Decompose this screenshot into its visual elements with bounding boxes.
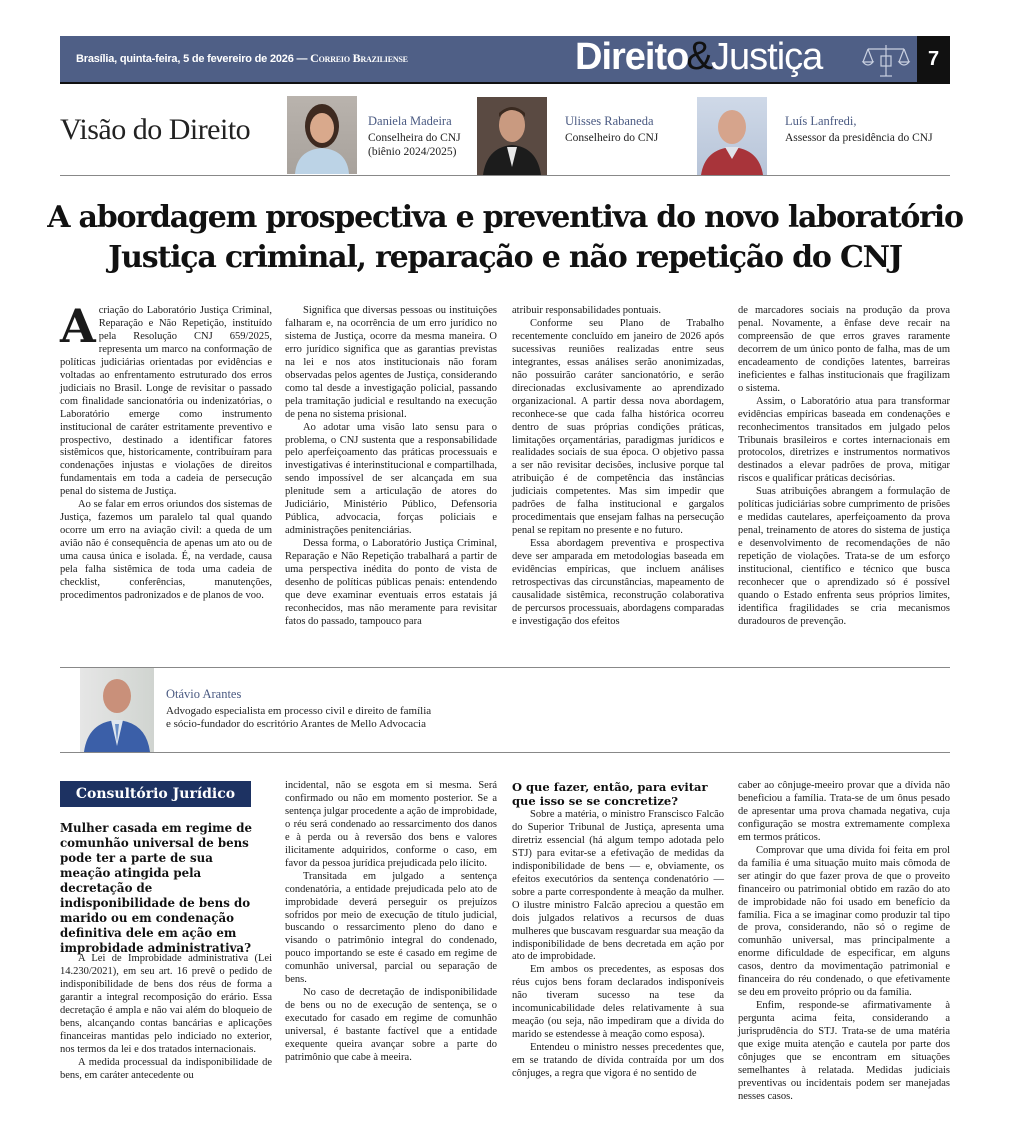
paragraph-text: criação do Laboratório Justiça Criminal, Reparação e Não Repetição, instituído pela Resolução CNJ 659/2025, representa um marco na conformação de políticas judiciárias orientadas por evidências e voltadas ao enfrentamento estruturado dos erros judiciais no Brasil. Longe de revisitar o passado com finalidade sancionatória ou indenizatórias, o Laboratório emerge como instrumento institucional de caráter estritamente preventivo e prospectivo, destinado a identificar fatores sistêmicos que, historicamente, contribuíram para condenações injustas e violações de direitos fundamentais em toda a cadeia de persecução penal do sistema de Justiça.: [60, 305, 272, 498]
author-name: Ulisses Rabaneda: [565, 114, 654, 128]
author-name: Luís Lanfredi,: [785, 114, 857, 128]
article-paragraph: Essa abordagem preventiva e prospectiva deve ser amparada em metodologias baseada em evidências empíricas, que incluem análises retrospectivas das circunstâncias, mapeamento de causalidade sistêmica, reconstrução colaborativa de percursos processuais, abordagens comparadas e investigação dos efeitos: [512, 538, 724, 627]
consultorio-label: Consultório Jurídico: [60, 781, 251, 807]
consultorio-subhead: O que fazer, então, para evitar que isso se se concretize?: [512, 780, 708, 808]
masthead-bar: [60, 36, 917, 82]
author-byline-luis: [785, 114, 933, 145]
author-role: Assessor da presidência do CNJ: [785, 132, 933, 144]
consultorio-top-divider: [60, 667, 950, 668]
author-photo-daniela: [287, 96, 357, 174]
author-byline-otavio: [166, 688, 431, 731]
headline-line-1: A abordagem prospectiva e preventiva do novo laboratório: [47, 200, 963, 235]
article-column-4: [738, 305, 950, 629]
section-logo: [575, 34, 822, 84]
consultorio-paragraph: Entendeu o ministro nesses precedentes que, em se tratando de dívida contraída por um dos cônjuges, a regra que vigora é no sentido de: [512, 1042, 724, 1080]
consultorio-column-1: [60, 953, 272, 1083]
author-name: Daniela Madeira: [368, 114, 452, 128]
consultorio-question: Mulher casada em regime de comunhão universal de bens pode ter a parte de sua meação atingida pela decretação de indisponibilidade de bens do marido ou em condenação definitiva dele em ação em improbidade administrativa?: [60, 821, 253, 955]
consultorio-paragraph: Transitada em julgado a sentença condenatória, a entidade prejudicada pelo ato de improbidade deverá perseguir os prejuízos sofridos por meio de execução de título judicial, buscando o ressarcimento pleno do dano e visando o patrimônio integral do condenado, pouco importando se este é casado em regime de comunhão universal, parcial ou separação de bens.: [285, 870, 497, 986]
drop-cap: A: [60, 299, 96, 353]
header-divider: [60, 175, 950, 176]
masthead-rule: [60, 82, 950, 84]
consultorio-paragraph: Sobre a matéria, o ministro Franscisco Falcão do Superior Tribunal de Justiça, apresenta uma diretriz essencial (há algum tempo adotada pelo STJ) para evitar-se a efetivação de medidas da indisponibilidade de bens — e, obviamente, os efeitos executórios da sentença condenatório — sobre a parte correspondente à meação da mulher. O ilustre ministro Falcão apreciou a questão em dois julgados relativos a recursos de duas mulheres que buscavam resguardar sua meação da indisponibilidade de bens decretada em ação por ato de improbidade.: [512, 809, 724, 963]
article-column-1: [60, 299, 272, 603]
section-logo-word1: Direito: [575, 36, 689, 78]
author-photo-otavio: [80, 668, 154, 752]
newspaper-name: Correio Braziliense: [310, 51, 408, 65]
article-column-3: [512, 305, 724, 629]
author-photo-ulisses: [477, 97, 547, 175]
author-photo-luis: [697, 97, 767, 175]
section-logo-amp: &: [686, 34, 714, 78]
article-paragraph: [60, 299, 272, 499]
page-number: 7: [917, 36, 950, 82]
date-text: Brasília, quinta-feira, 5 de fevereiro de 2026 —: [76, 53, 308, 65]
consultorio-paragraph: Enfim, responde-se afirmativamente à pergunta acima feita, considerando a jurisprudência do STJ. Trata-se de uma matéria que exige muita atenção e cautela por parte dos cônjuges que se encontram em situações semelhantes à relatada. Medidas judiciais preventivas ou incidentais podem ser manejadas nesses casos.: [738, 1000, 950, 1102]
article-paragraph: Significa que diversas pessoas ou instituições falharam e, na ocorrência de um erro jurídico no sistema de Justiça, ocorre da mesma maneira. O erro jurídico significa que as garantias previstas na lei e nos atos institucionais não foram observadas pelos agentes de Justiça, considerando como tal desde a investigação policial, passando pela tramitação judicial e resultando na execução de pena no sistema prisional.: [285, 305, 497, 420]
article-column-2: [285, 305, 497, 629]
column-title: Visão do Direito: [60, 113, 251, 146]
article-headline: [40, 198, 970, 278]
author-role: Conselheiro do CNJ: [565, 132, 659, 144]
author-role-term: (biênio 2024/2025): [368, 146, 457, 158]
dateline: [76, 51, 408, 66]
consultorio-paragraph: incidental, não se esgota em si mesma. Será confirmado ou não em momento posterior. Se a sentença julgar procedente a ação de improbidade, o réu será condenado ao ressarcimento dos danos e à perda ou à reversão dos bens e valores ilicitamente adquiridos, conforme o caso, em favor da pessoa jurídica prejudicada pelo ilícito.: [285, 780, 497, 869]
consultorio-paragraph: Comprovar que uma dívida foi feita em prol da família é uma situação muito mais cômoda de ser atingir do que fazer prova de que o proveito financeiro ou patrimonial obtido em razão do ato de improbidade não foi usado em benefício da família. Fica a se imaginar como produzir tal tipo de prova, considerando, não só o regime de comunhão universal, mas principalmente a enorme dificuldade de especificar, em alguns casos, dentro da movimentação patrimonial e financeira do réu condenado, o que efetivamente se deu em proveito próprio ou da família.: [738, 844, 950, 999]
section-logo-word2: Justiça: [711, 36, 823, 78]
article-paragraph: atribuir responsabilidades pontuais.: [512, 305, 662, 316]
consultorio-column-2: [285, 780, 497, 1065]
article-paragraph: de marcadores sociais na produção da prova penal. Novamente, a ênfase deve recair na compreensão de que erros graves raramente decorrem de um único ponto de falha, mas de um encadeamento de condições latentes, barreiras ineficientes e falhas institucionais que fragilizam o sistema.: [738, 305, 950, 394]
consultorio-paragraph: A medida processual da indisponibilidade de bens, em caráter antecedente ou: [60, 1056, 272, 1081]
author-role-line2: e sócio-fundador do escritório Arantes de Mello Advocacia: [166, 718, 426, 730]
article-paragraph: Ao adotar uma visão lato sensu para o problema, o CNJ sustenta que a responsabilidade pelo aperfeiçoamento das práticas processuais e investigativas é interinstitucional e compartilhada, sendo impossível de ser alcançada em sua plenitude sem a articulação de atores do Judiciário, Ministério Público, Defensoria Pública, advocacia, forças policiais e administrações penitenciárias.: [285, 421, 497, 537]
consultorio-column-3: [512, 781, 724, 1081]
consultorio-paragraph: caber ao cônjuge-meeiro provar que a dívida não beneficiou a família. Trata-se de um ônus pesado de apresentar uma prova chamada negativa, cuja configuração se mostra extremamente complexa em termos práticos.: [738, 780, 950, 843]
consultorio-bottom-divider: [60, 752, 950, 753]
article-paragraph: Dessa forma, o Laboratório Justiça Criminal, Reparação e Não Repetição trabalhará a partir de uma perspectiva inédita do ponto de vista de desenho de políticas públicas penais: entendendo que deve examinar eventuais erros estatais já reconhecidos, mas não meramente para revisitar fatos do passado, tampouco para: [285, 538, 497, 627]
author-role: Conselheira do CNJ: [368, 132, 461, 144]
article-paragraph: Ao se falar em erros oriundos dos sistemas de Justiça, fazemos um paralelo tal qual quando ocorre um erro na aviação civil: a queda de um avião não é consequência de apenas um ato ou de uma causa única e isolada. É, na verdade, causa pela falha sistêmica de toda uma cadeia de checklist, conferências, manutenções, procedimentos padronizados e de planos de voo.: [60, 499, 272, 601]
scales-of-justice-icon: [860, 42, 912, 80]
article-paragraph: Suas atribuições abrangem a formulação de políticas judiciárias sobre cumprimento de prisões e medidas cautelares, aperfeiçoamento da prova penal, treinamento de atores do sistema de justiça e desenvolvimento de recomendações de não repetição de violações. Trata-se de um esforço institucional, científico e técnico que busca reconhecer que o aprendizado só é possível quando o Estado enfrenta seus próprios limites, identifica fragilidades se cria mecanismos duradouros de prevenção.: [738, 486, 950, 627]
author-byline-daniela: [368, 114, 461, 159]
headline-line-2: Justiça criminal, reparação e não repetição do CNJ: [108, 240, 902, 275]
consultorio-paragraph: No caso de decretação de indisponibilidade de bens ou no de execução de sentença, se o executado for casado em regime de comunhão universal, é bastante factível que a entidade exequente queira avançar sobre a parte do patrimônio que cabe à meeira.: [285, 987, 497, 1064]
consultorio-paragraph: Em ambos os precedentes, as esposas dos réus cujos bens foram declarados indisponíveis não tiveram sucesso na tese da incomunicabilidade deles relativamente à sua meação (ou seja, não impediram que a dívida do marido se estendesse à meação como esposa).: [512, 964, 724, 1041]
article-paragraph: Assim, o Laboratório atua para transformar evidências empíricas baseada em condenações e reconhecimentos transitados em julgado pelos Tribunais brasileiros e cortes internacionais em protocolos, diretrizes e instrumentos normativos destinados a elevar padrões de prova, mitigar riscos e qualificar práticas decisórias.: [738, 395, 950, 485]
consultorio-paragraph: A Lei de Improbidade administrativa (Lei 14.230/2021), em seu art. 16 prevê o pedido de indisponibilidade de bens dos réus de forma a garantir a integral recomposição do erário. Essa decretação é ampla e não vai além do bloqueio de bens, alcançando contas bancárias e aplicações financeiras mantidas pelo indiciado no exterior, nos termos da lei e dos tratados internacionais.: [60, 953, 272, 1055]
author-name: Otávio Arantes: [166, 687, 242, 701]
consultorio-column-4: [738, 780, 950, 1104]
author-role-line1: Advogado especialista em processo civil e direito de família: [166, 705, 432, 717]
article-paragraph: Conforme seu Plano de Trabalho recentemente concluído em janeiro de 2026 após sucessivas reuniões realizadas entre seus integrantes, essas análises serão anonimizadas, não possuirão caráter sancionatório, e serão direcionadas exclusivamente ao aprendizado organizacional. A partir dessa nova abordagem, reconhece-se que cada falha histórica ocorreu dentro de suas próprias condições práticas, limitações orçamentárias, paradigmas jurídicos e realidades sociais de sua época. O objetivo passa a ser não revisitar decisões, inclusive porque tal atribuição é de competência das instâncias judiciais competentes. Mas sim impedir que padrões de falha institucional e gargalos procedimentais que ensejam falhas na persecução penal se repitam no presente e no futuro.: [512, 317, 724, 537]
author-byline-ulisses: [565, 114, 658, 145]
